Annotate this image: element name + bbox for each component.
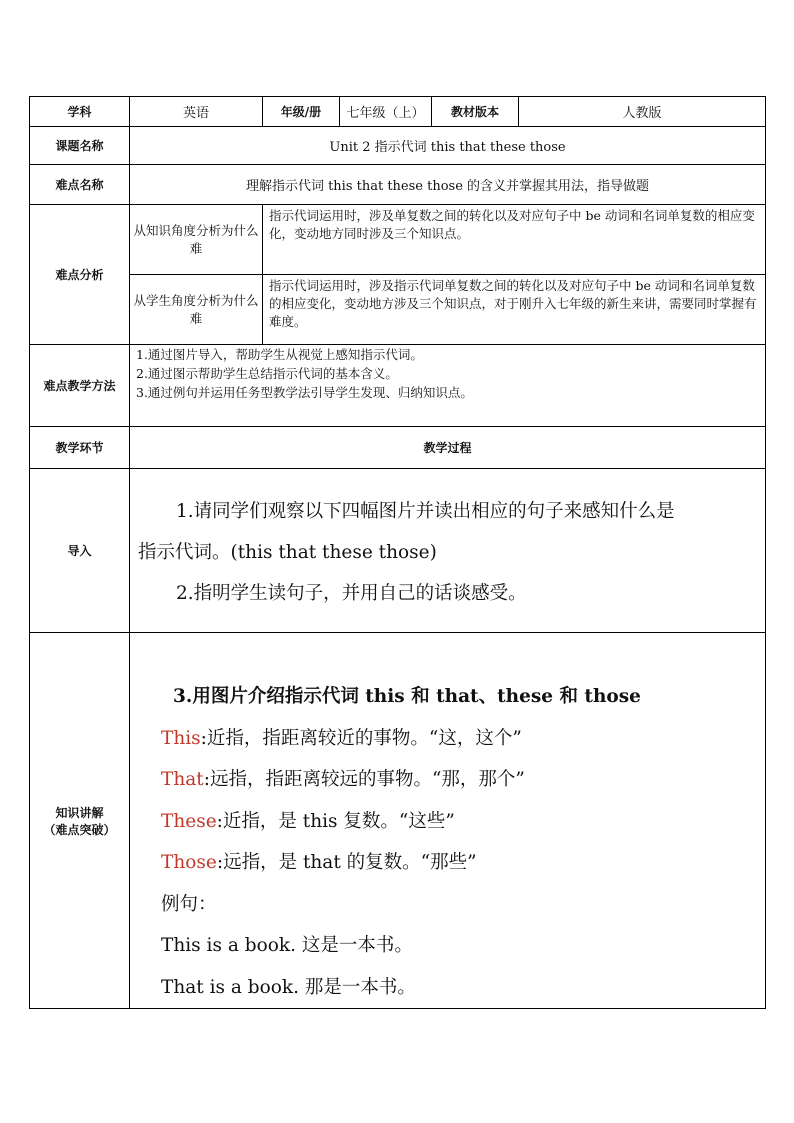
lesson-plan-table [29,96,766,1009]
intro-content [130,469,766,633]
subject-value: 英语 [130,97,263,127]
example-sentence: This is a book. 这是一本书。 [161,935,413,956]
method-item: 1.通过图片导入，帮助学生从视觉上感知指示代词。 [136,347,423,362]
stage-header: 教学环节 [30,427,130,469]
knowledge-content [130,633,766,1009]
process-header: 教学过程 [130,427,766,469]
difficulty-row [30,165,766,205]
method-list [130,345,766,427]
knowledge-heading: 3.用图片介绍指示代词 this 和 that、these 和 those [173,686,641,707]
header-row [30,97,766,127]
intro-label: 导入 [30,469,130,633]
word-that: That [161,769,204,790]
difficulty-label: 难点名称 [30,165,130,205]
definition-this: This:近指，指距离较近的事物。“这，这个” [161,727,522,749]
example-label: 例句： [161,893,217,915]
difficulty-value: 理解指示代词 this that these those 的含义并掌握其用法，指导做题 [130,165,766,205]
edition-value: 人教版 [519,97,766,127]
knowledge-angle-text: 指示代词运用时，涉及单复数之间的转化以及对应句子中 be 动词和名词单复数的相应变化，变动地方同时涉及三个知识点。 [263,205,766,275]
subject-label: 学科 [30,97,130,127]
definition-those: Those:远指，是 that 的复数。“那些” [161,852,477,873]
topic-label: 课题名称 [30,127,130,165]
intro-row [30,469,766,633]
student-angle-label: 从学生角度分析为什么难 [130,275,263,345]
knowledge-row [30,633,766,1009]
definition-that: That:远指，指距离较远的事物。“那，那个” [161,769,525,790]
definition-these: These:近指，是 this 复数。“这些” [161,810,455,832]
process-header-row [30,427,766,469]
intro-line: 1.请同学们观察以下四幅图片并读出相应的句子来感知什么是 [176,501,675,522]
knowledge-label: 知识讲解 （难点突破） [30,633,130,1009]
analysis-label: 难点分析 [30,205,130,345]
method-item: 2.通过图示帮助学生总结指示代词的基本含义。 [136,366,398,381]
edition-label: 教材版本 [432,97,519,127]
topic-value: Unit 2 指示代词 this that these those [130,127,766,165]
grade-value: 七年级（上） [340,97,432,127]
intro-line: 2.指明学生读句子，并用自己的话谈感受。 [176,583,527,604]
knowledge-angle-label: 从知识角度分析为什么难 [130,205,263,275]
intro-line: 指示代词。(this that these those) [138,542,437,563]
word-those: Those [161,852,217,873]
student-angle-text: 指示代词运用时，涉及指示代词单复数之间的转化以及对应句子中 be 动词和名词单复数的相应变化，变动地方涉及三个知识点，对于刚升入七年级的新生来讲，需要同时掌握有难度。 [263,275,766,345]
method-item: 3.通过例句并运用任务型教学法引导学生发现、归纳知识点。 [136,385,473,400]
word-these: These [161,810,217,832]
method-label: 难点教学方法 [30,345,130,427]
grade-label: 年级/册 [263,97,340,127]
example-sentence: That is a book. 那是一本书。 [161,976,416,998]
word-this: This [161,727,201,749]
analysis-row-knowledge [30,205,766,275]
topic-row [30,127,766,165]
method-row [30,345,766,427]
analysis-row-student [30,275,766,345]
